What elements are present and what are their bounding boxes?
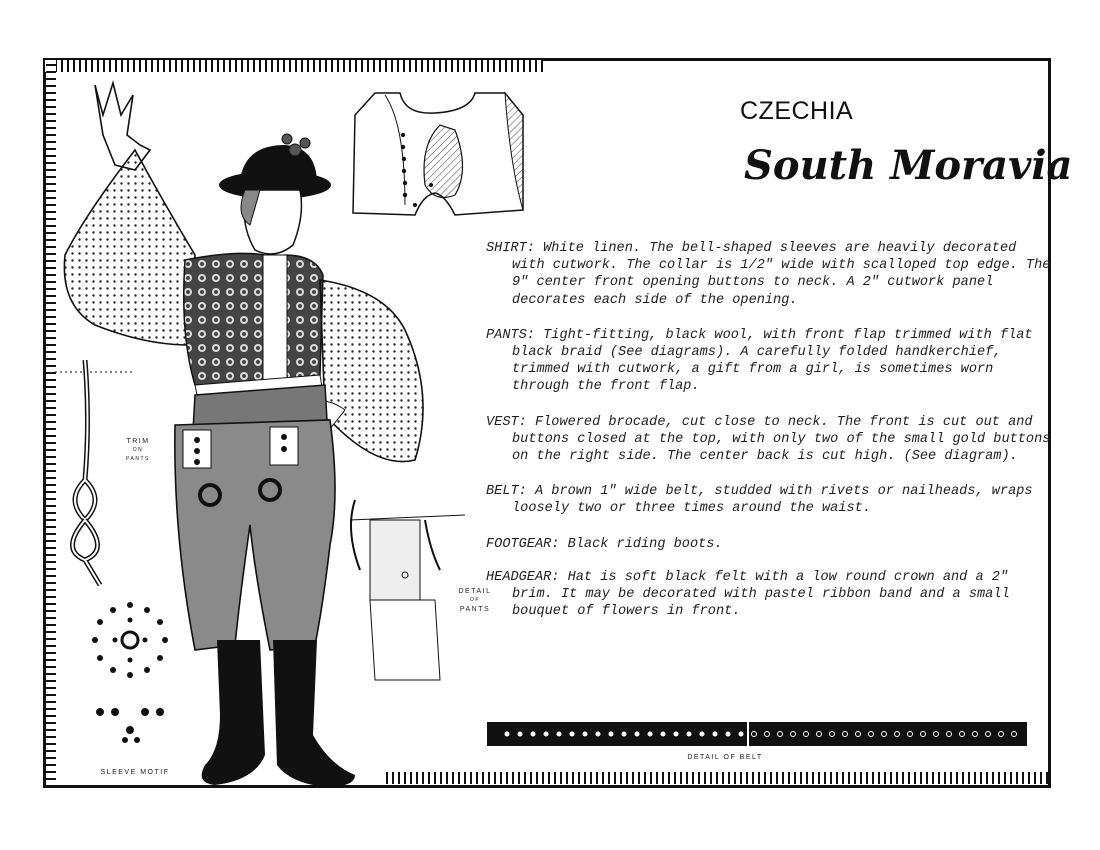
belt-detail-caption: DETAIL OF BELT (687, 754, 763, 761)
belt-stud (583, 732, 587, 736)
belt-stud (674, 732, 678, 736)
belt-stud (635, 732, 639, 736)
section-text: White linen. The bell-shaped sleeves are heavily decorated with cutwork. The collar is 1/2" wide with scalloped top edge. The 9" center front opening buttons to neck. A 2" cutwork panel decorates each side of the opening. (512, 241, 1051, 308)
country-title: CZECHIA (740, 97, 854, 125)
belt-stud (726, 732, 730, 736)
belt-stud (661, 732, 665, 736)
trim-on-pants-diagram (55, 360, 135, 590)
belt-stud (557, 732, 561, 736)
belt-stud (518, 732, 522, 736)
belt-stud (570, 732, 574, 736)
trim-caption-line3: PANTS (126, 456, 150, 462)
belt-stud (544, 732, 548, 736)
section-vest (486, 414, 1054, 466)
belt-stud (739, 732, 743, 736)
belt-stud (622, 732, 626, 736)
sleeve-motif-diagram (85, 600, 185, 760)
section-headgear (486, 569, 1054, 621)
section-label: FOOTGEAR: (486, 536, 560, 552)
trim-caption (118, 437, 158, 464)
belt-stud (713, 732, 717, 736)
section-shirt (486, 240, 1054, 309)
costume-description (486, 240, 1054, 638)
section-text: Hat is soft black felt with a low round crown and a 2" brim. It may be decorated with pastel ribbon band and a small bouquet of flowers in front. (512, 569, 1010, 620)
belt-stud (700, 732, 704, 736)
section-label: SHIRT: (486, 241, 535, 256)
belt-stud (687, 732, 691, 736)
belt-detail-diagram (487, 720, 1027, 748)
belt-stud (609, 732, 613, 736)
section-label: HEADGEAR: (486, 569, 560, 585)
section-text: Tight-fitting, black wool, with front flap trimmed with flat black braid (See diagrams). A carefully folded handkerchief, trimmed with cutwork, a gift from a girl, is sometimes worn through the front flap. (512, 327, 1033, 395)
belt-stud (596, 732, 600, 736)
trim-caption-line2: ON (132, 447, 144, 453)
belt-stud (648, 732, 652, 736)
section-text: Flowered brocade, cut close to neck. The front is cut out and buttons closed at the top, with only two of the small gold buttons on the right side. The center back is cut high. (See diagram). (512, 414, 1051, 465)
pants-detail-caption-line2: OF (470, 597, 480, 603)
region-title: South Moravia (744, 142, 1073, 189)
sleeve-motif-caption: SLEEVE MOTIF (100, 769, 170, 776)
section-pants (486, 327, 1054, 396)
trim-caption-line1: TRIM (126, 438, 150, 445)
section-label: BELT: (486, 484, 527, 500)
top-decorative-border (43, 60, 543, 72)
pants-detail-caption-line1: DETAIL (458, 588, 492, 595)
section-label: VEST: (486, 414, 527, 430)
belt-stud (505, 732, 509, 736)
pants-detail-caption-line3: PANTS (459, 606, 491, 613)
bottom-decorative-border (386, 772, 1048, 784)
section-text: Black riding boots. (567, 536, 723, 552)
section-footgear (486, 536, 1054, 553)
belt-stud (531, 732, 535, 736)
section-label: PANTS: (486, 327, 535, 343)
section-text: A brown 1" wide belt, studded with rivets or nailheads, wraps loosely two or three times around the waist. (512, 484, 1033, 517)
section-belt (486, 483, 1054, 517)
